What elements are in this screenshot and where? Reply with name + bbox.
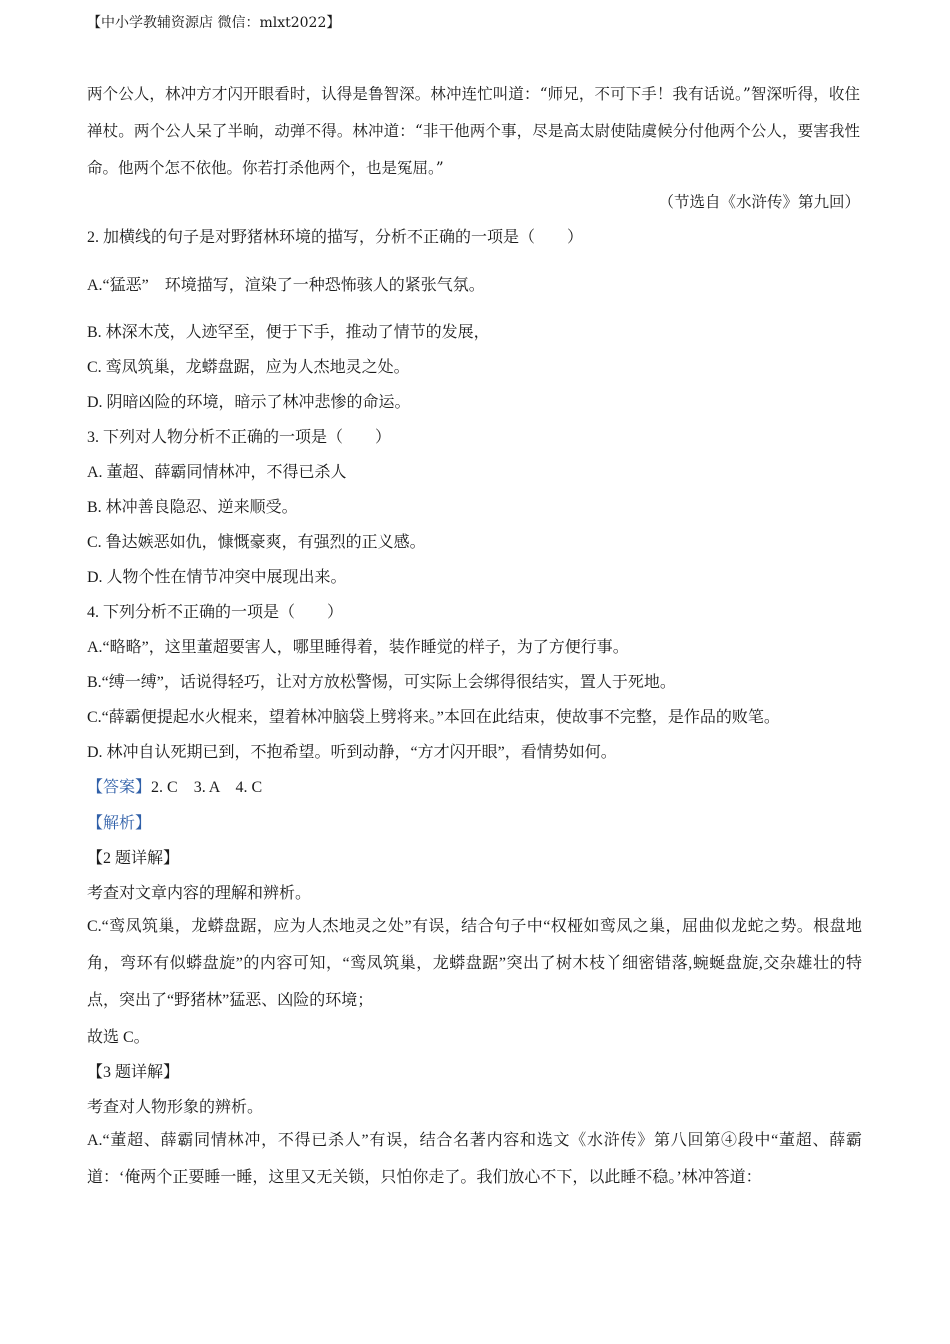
question-2-option-a: A.“猛恶” 环境描写，渲染了一种恐怖骇人的紧张气氛。	[87, 277, 485, 294]
question-3-option-b: B. 林冲善良隐忍、逆来顺受。	[87, 499, 298, 516]
question-3-option-a: A. 董超、薛霸同情林冲，不得已杀人	[87, 464, 347, 481]
q2-detail-body: C.“鸾凤筑巢，龙蟒盘踞，应为人杰地灵之处”有误，结合句子中“权桠如鸾凤之巢，屈曲似龙蛇之势。根盘地角，弯环有似蟒盘旋”的内容可知，“鸾凤筑巢，龙蟒盘踞”突出了树木枝丫细密错落,蜿蜒盘旋,交杂雄壮的特点，突出了“野猪林”猛恶、凶险的环境；	[87, 918, 862, 1009]
question-4-option-d: D. 林冲自认死期已到，不抱希望。听到动静，“方才闪开眼”，看情势如何。	[87, 744, 617, 761]
q2-detail-heading: 【2 题详解】	[87, 850, 180, 867]
question-3-stem: 3. 下列对人物分析不正确的一项是（ ）	[87, 429, 392, 446]
question-3-option-c: C. 鲁达嫉恶如仇，慷慨豪爽，有强烈的正义感。	[87, 534, 426, 551]
question-2-option-b: B. 林深木茂，人迹罕至，便于下手，推动了情节的发展，	[87, 324, 490, 341]
analysis-label: 【解析】	[87, 815, 152, 832]
passage-source: （节选自《水浒传》第九回）	[658, 193, 860, 211]
answer-line	[87, 774, 262, 797]
question-4-stem: 4. 下列分析不正确的一项是（ ）	[87, 604, 344, 621]
q3-detail-intro: 考查对人物形象的辨析。	[87, 1099, 264, 1116]
q3-detail-heading: 【3 题详解】	[87, 1064, 180, 1081]
question-4-option-b: B.“缚一缚”，话说得轻巧，让对方放松警惕，可实际上会绑得很结实，置人于死地。	[87, 674, 676, 691]
question-2-stem: 2. 加横线的句子是对野猪林环境的描写，分析不正确的一项是（ ）	[87, 229, 584, 246]
q3-detail-body: A.“董超、薛霸同情林冲，不得已杀人”有误，结合名著内容和选文《水浒传》第八回第④段中“董超、薛霸道：‘俺两个正要睡一睡，这里又无关锁，只怕你走了。我们放心不下，以此睡不稳。’林冲答道：	[87, 1132, 862, 1186]
q2-detail-conclusion: 故选 C。	[87, 1029, 150, 1046]
passage-text: 两个公人，林冲方才闪开眼看时，认得是鲁智深。林冲连忙叫道：“师兄，不可下手！我有话说。”智深听得，收住禅杖。两个公人呆了半晌，动弹不得。林冲道：“非干他两个事，尽是高太尉使陆虞候分付他两个公人，要害我性命。他两个怎不依他。你若打杀他两个，也是冤屈。”	[87, 85, 860, 177]
header-note: 【中小学教辅资源店 微信：mlxt2022】	[87, 15, 341, 31]
question-3-option-d: D. 人物个性在情节冲突中展现出来。	[87, 569, 347, 586]
question-4-option-c: C.“薛霸便提起水火棍来，望着林冲脑袋上劈将来。”本回在此结束，使故事不完整，是作品的败笔。	[87, 709, 780, 726]
answer-value: 2. C 3. A 4. C	[151, 779, 263, 796]
q2-detail-intro: 考查对文章内容的理解和辨析。	[87, 885, 312, 902]
question-2-option-c: C. 鸾凤筑巢，龙蟒盘踞，应为人杰地灵之处。	[87, 359, 410, 376]
question-4-option-a: A.“略略”，这里董超要害人，哪里睡得着，装作睡觉的样子，为了方便行事。	[87, 639, 629, 656]
answer-label: 【答案】	[87, 779, 152, 796]
question-2-option-d: D. 阴暗凶险的环境，暗示了林冲悲惨的命运。	[87, 394, 411, 411]
